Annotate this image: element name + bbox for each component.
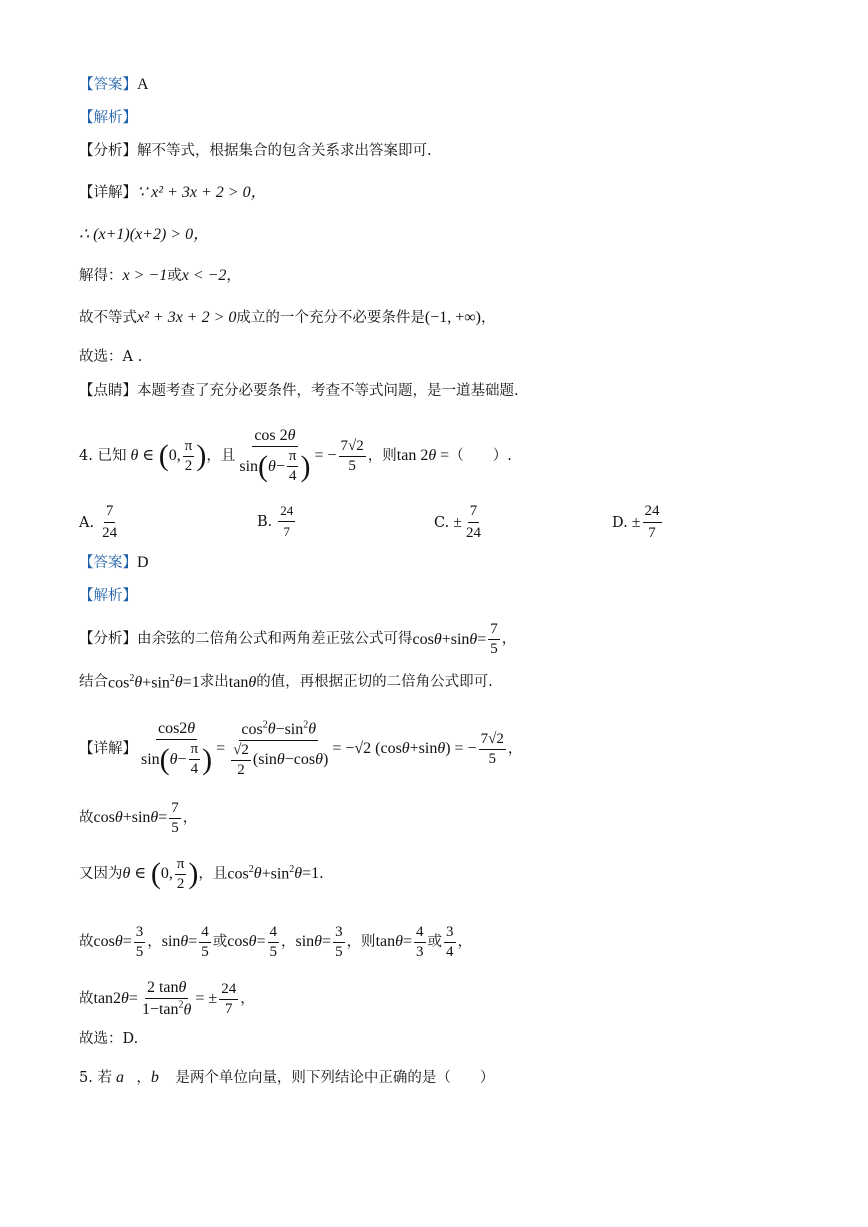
q3-step4-ineq: x² + 3x + 2 > 0 (137, 309, 237, 326)
q3-step1: ∵ x² + 3x + 2 > 0， (137, 184, 267, 201)
huo: 或 (212, 933, 228, 950)
q4-step-sum: 故 cos θ +sin θ = $\frac{7}{5}$ ， (79, 799, 198, 836)
q3-analysis-line (79, 111, 137, 126)
comma: ， (147, 933, 162, 950)
q4-choose: 故选：D. (79, 1031, 139, 1047)
q3-choose: 故选：A . (79, 349, 143, 365)
q4-step-values: 故 cos θ = $\frac{3}{5}$ ， sin θ = $\frac{4}{5}$ 或 cos θ = $\frac{4}{5}$ ， sin θ = $\frac{3}{5}$ ，则 tan θ = $\frac{4}{3}$ 或 $\frac{3}{4}$ ， (79, 923, 472, 960)
fenxi-tag: 【分析】 (79, 631, 137, 648)
q4-fenxi-line: 【分析】 由余弦的二倍角公式和两角差正弦公式可得 cos θ +sin θ = $\frac{7}{5}$ ， (79, 621, 517, 657)
ze: ，则 (346, 933, 376, 950)
period: . (319, 865, 324, 882)
xiangjie-tag: 【详解】 (79, 740, 137, 757)
q3-step4-line (79, 310, 496, 326)
q4-step-tan2: 故 tan2 θ = $\frac{2 \tan\theta}{1-\tan^2\theta}$ = ± $\frac{24}{7}$ ， (79, 978, 255, 1019)
q4-stem-then: ，则 (367, 447, 397, 464)
option-sign: ± (631, 513, 641, 531)
q4-detail-equation: 【详解】 cos2θ sin ( θ − $\frac{\pi}{4}$ ) = $\cos^2\theta-\sin^2\theta$ $\frac{√2}{2}$ (sin θ −cos θ ) = −√2 (cos θ +sin θ ) = − $\frac{7√2}{5}$ ， (79, 719, 523, 778)
q3-step3-line (79, 268, 241, 284)
qie: ，且 (198, 865, 228, 882)
q3-step3-math-a: x > −1 (122, 267, 168, 284)
analysis-tag: 【解析】 (79, 588, 137, 604)
q4-analysis-line (79, 589, 137, 604)
q3-answer-line (79, 77, 149, 93)
q4-answer-value: D (137, 554, 149, 571)
huo: 或 (427, 933, 442, 950)
q4-option-c[interactable] (434, 503, 485, 542)
q5-stem-prefix: 5. 若 (79, 1069, 112, 1086)
q4-stem-and: ，且 (206, 447, 236, 464)
option-den: 24 (102, 525, 118, 541)
q3-step3-or: 或 (167, 267, 182, 284)
q4-step-range: 又因为 θ ∈ ( 0, $\frac{\pi}{2}$ ) ，且 $\cos^2$ θ $+\sin^2$ θ =1 . (79, 855, 324, 892)
gu: 故 (79, 809, 94, 826)
option-label: A. (79, 514, 95, 531)
q4-choose-line (79, 1032, 138, 1047)
q3-step3-end: ， (226, 267, 241, 284)
gu: 故 (79, 990, 94, 1007)
q3-step4-mid: 成立的一个充分不必要条件是 (236, 309, 425, 326)
answer-tag: 【答案】 (79, 554, 137, 571)
q4-stem-prefix: 4. 已知 (79, 447, 127, 464)
q3-fenxi-text: 解不等式，根据集合的包含关系求出答案即可. (137, 143, 432, 159)
q4-answer-line (79, 555, 149, 571)
fenxi-line2-mid: 求出 (199, 674, 229, 691)
comma: ， (507, 740, 523, 757)
q3-answer-value: A (137, 76, 149, 93)
comma: ， (182, 809, 198, 826)
xiangjie-tag: 【详解】 (79, 184, 137, 201)
q3-step4-set: (−1, +∞) (424, 309, 481, 326)
fenxi-line2-prefix: 结合 (79, 674, 108, 691)
q3-step3-math-b: x < −2 (181, 267, 227, 284)
q4-stem: 4. 已知 θ ∈ ( 0, $\frac{\pi}{2}$ ) ，且 cos 2θ sin ( θ − $\frac{\pi}{4}$ ) = − $\frac{7√2}{5}$ ，则 tan 2 θ = （ ）. (79, 427, 512, 484)
comma: ， (281, 933, 296, 950)
q4-stem-paren: （ ）. (449, 447, 512, 464)
option-num: 7 (104, 503, 116, 523)
option-num: 24 (643, 503, 662, 523)
q4-option-d[interactable] (612, 503, 664, 542)
dianjing-tag: 【点睛】 (79, 383, 137, 399)
comma: ， (240, 990, 255, 1007)
q4-fenxi-text: 由余弦的二倍角公式和两角差正弦公式可得 (137, 631, 413, 648)
q3-step3-prefix: 解得： (79, 267, 123, 284)
comma: ， (501, 631, 517, 648)
option-den: 7 (648, 525, 656, 541)
comma: ， (457, 933, 472, 950)
q3-dianjing-text: 本题考查了充分必要条件，考查不等式问题，是一道基础题. (137, 383, 519, 399)
option-sign: ± (453, 513, 462, 531)
option-num: 24 (278, 503, 295, 522)
analysis-tag: 【解析】 (79, 110, 137, 126)
q3-step4-prefix: 故不等式 (79, 309, 137, 326)
option-label: B. (257, 513, 273, 530)
option-den: 24 (465, 525, 481, 541)
q3-detail-line (79, 185, 267, 201)
q5-stem-suffix: 是两个单位向量，则下列结论中正确的是（ ） (175, 1069, 495, 1086)
q4-option-b[interactable] (257, 503, 297, 540)
q5-stem: 5. 若 a⃗ ， b⃗ 是两个单位向量，则下列结论中正确的是（ ） (79, 1069, 495, 1086)
q3-dianjing-line (79, 384, 519, 399)
option-label: C. (434, 514, 450, 531)
option-den: 7 (283, 524, 291, 539)
q3-step4-end: ， (481, 309, 496, 326)
fenxi-tag: 【分析】 (79, 143, 137, 159)
gu: 故 (79, 933, 94, 950)
option-num: 7 (468, 503, 480, 523)
q3-choose-line (79, 350, 142, 365)
q4-fenxi-line2: 结合 $\cos^2$ θ $+\sin^2$ θ =1 求出 tan θ 的值，再根据正切的二倍角公式即可. (79, 673, 493, 692)
fenxi-line2-end: 的值，再根据正切的二倍角公式即可. (256, 674, 493, 691)
q4-option-a[interactable] (79, 503, 121, 542)
q3-fenxi-line (79, 144, 432, 159)
q4-given-fraction: cos 2θ sin ( θ − $\frac{\pi}{4}$ ) (239, 427, 311, 484)
answer-tag: 【答案】 (79, 76, 137, 93)
q3-step2-line (79, 227, 209, 243)
youyinwei: 又因为 (79, 865, 123, 882)
option-label: D. (612, 514, 628, 531)
q3-step2: ∴ (x+1)(x+2) > 0， (79, 226, 210, 243)
